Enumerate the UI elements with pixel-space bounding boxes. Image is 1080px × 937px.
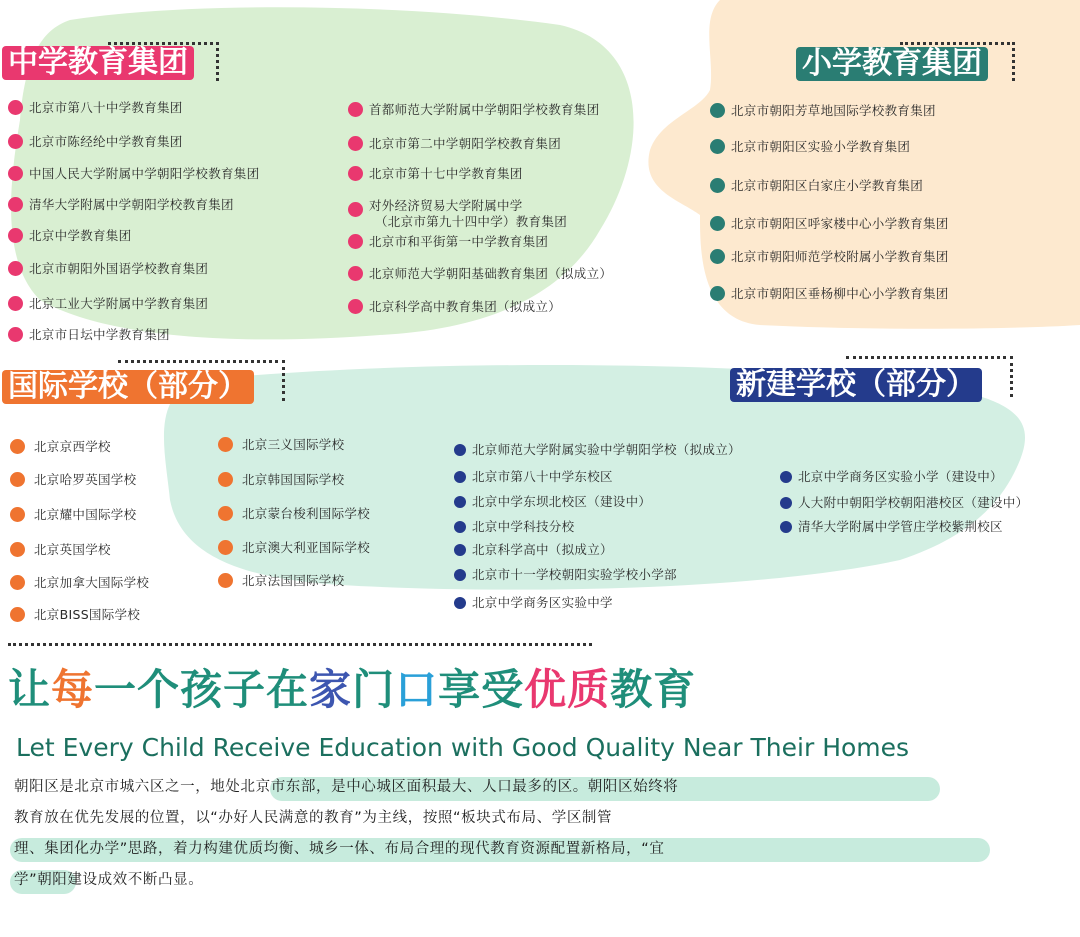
bullet-dot [8, 327, 23, 342]
bullet-dot [454, 569, 466, 581]
bullet-dot [454, 444, 466, 456]
bullet-dot [218, 437, 233, 452]
bullet-dot [8, 166, 23, 181]
slogan-part: 教育 [610, 665, 697, 714]
bullet-dot [780, 497, 792, 509]
bullet-dot [8, 261, 23, 276]
international-school-header: 国际学校（部分） [2, 370, 254, 404]
slogan-heading [8, 662, 696, 718]
bullet-dot [454, 597, 466, 609]
slogan-part: 门 [352, 665, 396, 714]
bullet-dot [10, 439, 25, 454]
bullet-dot [348, 266, 363, 281]
slogan-part: 每 [51, 665, 95, 714]
bullet-dot [454, 471, 466, 483]
bullet-dot [710, 103, 725, 118]
slogan-part: 享受 [438, 665, 525, 714]
bullet-dot [348, 102, 363, 117]
slogan-part: 家 [309, 665, 353, 714]
dotted-divider [8, 643, 592, 646]
bullet-dot [710, 178, 725, 193]
paragraph-line: 朝阳区是北京市城六区之一，地处北京市东部，是中心城区面积最大、人口最多的区。朝阳区始终将 [14, 779, 679, 795]
primary-school-header: 小学教育集团 [796, 47, 988, 81]
bullet-dot [8, 134, 23, 149]
bullet-dot [348, 202, 363, 217]
bullet-dot [218, 573, 233, 588]
bullet-dot [780, 471, 792, 483]
slogan-part: 口 [395, 665, 439, 714]
bullet-dot [348, 234, 363, 249]
bullet-dot [8, 228, 23, 243]
bullet-dot [710, 286, 725, 301]
bullet-dot [8, 197, 23, 212]
bullet-dot [454, 496, 466, 508]
bullet-dot [10, 472, 25, 487]
new-school-header: 新建学校（部分） [730, 368, 982, 402]
slogan-part: 一个孩子在 [94, 665, 310, 714]
bullet-dot [10, 507, 25, 522]
bullet-dot [780, 521, 792, 533]
slogan-part: 让 [8, 665, 52, 714]
paragraph-line: 学”朝阳建设成效不断凸显。 [14, 872, 204, 888]
bullet-dot [454, 521, 466, 533]
bullet-dot [710, 139, 725, 154]
middle-school-header: 中学教育集团 [2, 46, 194, 80]
bullet-dot [10, 607, 25, 622]
bullet-dot [454, 544, 466, 556]
paragraph-line: 教育放在优先发展的位置，以“办好人民满意的教育”为主线，按照“板块式布局、学区制管 [14, 810, 613, 826]
bullet-dot [710, 216, 725, 231]
bullet-dot [218, 472, 233, 487]
bullet-dot [710, 249, 725, 264]
paragraph-line: 理、集团化办学”思路，着力构建优质均衡、城乡一体、布局合理的现代教育资源配置新格局，“宜 [14, 841, 665, 857]
bullet-dot [348, 166, 363, 181]
bullet-dot [8, 296, 23, 311]
bullet-dot [8, 100, 23, 115]
bullet-dot [218, 540, 233, 555]
bullet-dot [348, 299, 363, 314]
bullet-dot [218, 506, 233, 521]
slogan-part: 优质 [524, 665, 611, 714]
bullet-dot [10, 542, 25, 557]
bullet-dot [10, 575, 25, 590]
intro-paragraph [14, 772, 678, 896]
bullet-dot [348, 136, 363, 151]
english-subtitle: Let Every Child Receive Education with Good Quality Near Their Homes [16, 733, 910, 762]
